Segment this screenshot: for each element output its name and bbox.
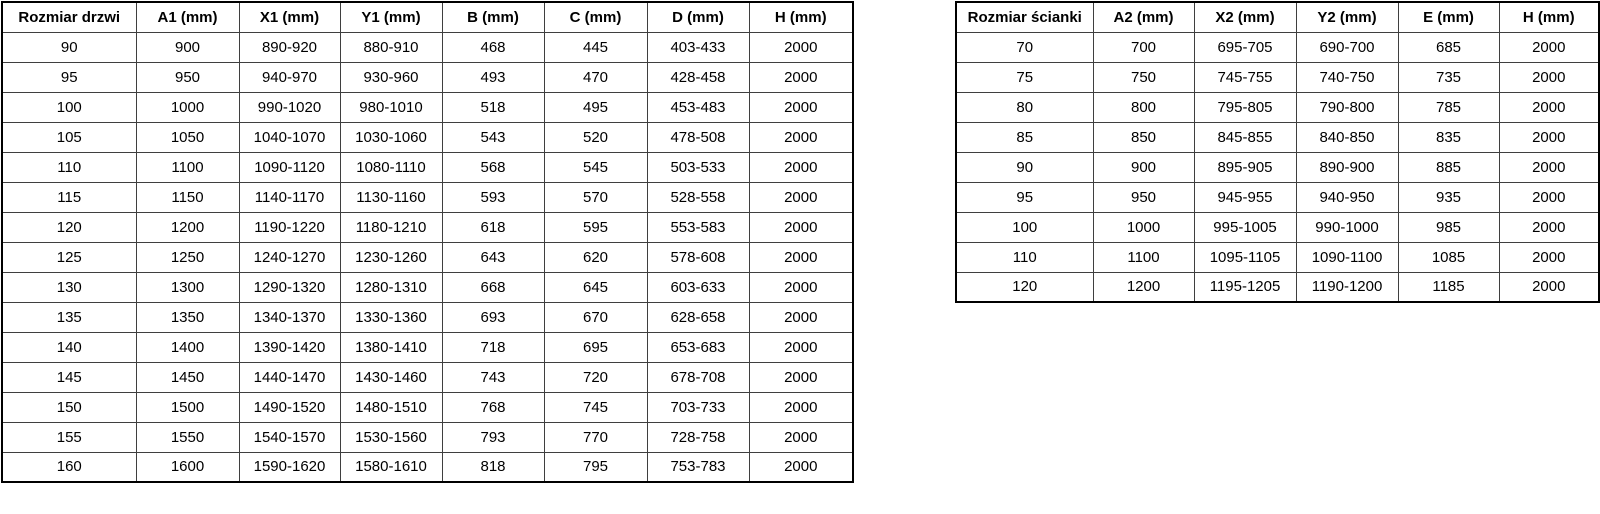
table-cell: 743	[442, 362, 544, 392]
table-cell: 2000	[749, 332, 853, 362]
table-cell: 1490-1520	[239, 392, 340, 422]
table-row	[2, 272, 853, 302]
table-cell: 160	[2, 452, 136, 482]
table-cell: 1240-1270	[239, 242, 340, 272]
table-row	[956, 212, 1599, 242]
table-cell: 1185	[1398, 272, 1499, 302]
table-cell: 1340-1370	[239, 302, 340, 332]
table-cell: 785	[1398, 92, 1499, 122]
column-header: Rozmiar ścianki	[956, 2, 1093, 32]
table-cell: 750	[1093, 62, 1194, 92]
table-cell: 2000	[749, 122, 853, 152]
table-cell: 1100	[136, 152, 239, 182]
table-cell: 645	[544, 272, 647, 302]
table-cell: 545	[544, 152, 647, 182]
column-header: H (mm)	[749, 2, 853, 32]
table-cell: 850	[1093, 122, 1194, 152]
table-cell: 795	[544, 452, 647, 482]
column-header: H (mm)	[1499, 2, 1599, 32]
table-cell: 695-705	[1194, 32, 1296, 62]
table-row	[2, 62, 853, 92]
table-cell: 793	[442, 422, 544, 452]
table-cell: 940-950	[1296, 182, 1398, 212]
table-cell: 800	[1093, 92, 1194, 122]
table-cell: 110	[2, 152, 136, 182]
table-cell: 845-855	[1194, 122, 1296, 152]
table-cell: 428-458	[647, 62, 749, 92]
table-cell: 770	[544, 422, 647, 452]
table-cell: 85	[956, 122, 1093, 152]
table-row	[2, 242, 853, 272]
table-cell: 2000	[749, 242, 853, 272]
table-row	[2, 152, 853, 182]
table-cell: 1190-1200	[1296, 272, 1398, 302]
table-cell: 2000	[749, 182, 853, 212]
table-cell: 628-658	[647, 302, 749, 332]
column-header: E (mm)	[1398, 2, 1499, 32]
table-cell: 155	[2, 422, 136, 452]
table-cell: 2000	[749, 362, 853, 392]
table-cell: 880-910	[340, 32, 442, 62]
table-cell: 568	[442, 152, 544, 182]
table-cell: 2000	[1499, 152, 1599, 182]
table-cell: 2000	[749, 32, 853, 62]
table-cell: 1550	[136, 422, 239, 452]
table-cell: 995-1005	[1194, 212, 1296, 242]
table-cell: 570	[544, 182, 647, 212]
table-cell: 1350	[136, 302, 239, 332]
table-cell: 493	[442, 62, 544, 92]
table-cell: 1150	[136, 182, 239, 212]
table-row	[2, 332, 853, 362]
table-cell: 403-433	[647, 32, 749, 62]
table-cell: 1095-1105	[1194, 242, 1296, 272]
table-cell: 1140-1170	[239, 182, 340, 212]
table-cell: 668	[442, 272, 544, 302]
table-cell: 795-805	[1194, 92, 1296, 122]
table-cell: 1200	[136, 212, 239, 242]
table-cell: 1390-1420	[239, 332, 340, 362]
table-cell: 593	[442, 182, 544, 212]
table-cell: 890-920	[239, 32, 340, 62]
table-cell: 553-583	[647, 212, 749, 242]
table-cell: 1040-1070	[239, 122, 340, 152]
table-cell: 520	[544, 122, 647, 152]
table-cell: 618	[442, 212, 544, 242]
table-cell: 2000	[749, 92, 853, 122]
table-row	[2, 452, 853, 482]
table-cell: 900	[1093, 152, 1194, 182]
table-cell: 110	[956, 242, 1093, 272]
column-header: Y1 (mm)	[340, 2, 442, 32]
column-header: X1 (mm)	[239, 2, 340, 32]
table-row	[956, 92, 1599, 122]
table-cell: 678-708	[647, 362, 749, 392]
table-cell: 990-1000	[1296, 212, 1398, 242]
table-cell: 890-900	[1296, 152, 1398, 182]
table-cell: 120	[2, 212, 136, 242]
table-cell: 930-960	[340, 62, 442, 92]
table-row	[956, 152, 1599, 182]
table-cell: 1180-1210	[340, 212, 442, 242]
table-cell: 1580-1610	[340, 452, 442, 482]
table-cell: 940-970	[239, 62, 340, 92]
table-cell: 2000	[1499, 242, 1599, 272]
table-cell: 2000	[1499, 32, 1599, 62]
table-cell: 470	[544, 62, 647, 92]
table-cell: 503-533	[647, 152, 749, 182]
table-cell: 2000	[749, 302, 853, 332]
table-cell: 1430-1460	[340, 362, 442, 392]
table-row	[956, 182, 1599, 212]
table-cell: 980-1010	[340, 92, 442, 122]
table-cell: 1400	[136, 332, 239, 362]
table-cell: 145	[2, 362, 136, 392]
table-cell: 935	[1398, 182, 1499, 212]
table-row	[2, 302, 853, 332]
table-cell: 990-1020	[239, 92, 340, 122]
table-cell: 790-800	[1296, 92, 1398, 122]
table-cell: 2000	[749, 152, 853, 182]
column-header: B (mm)	[442, 2, 544, 32]
table-cell: 685	[1398, 32, 1499, 62]
table-cell: 130	[2, 272, 136, 302]
table-cell: 2000	[749, 452, 853, 482]
table-cell: 950	[1093, 182, 1194, 212]
table-cell: 768	[442, 392, 544, 422]
table-cell: 478-508	[647, 122, 749, 152]
table-cell: 2000	[1499, 182, 1599, 212]
table-cell: 1250	[136, 242, 239, 272]
column-header: X2 (mm)	[1194, 2, 1296, 32]
table-cell: 1500	[136, 392, 239, 422]
table-cell: 2000	[1499, 92, 1599, 122]
table-cell: 2000	[1499, 212, 1599, 242]
table-cell: 468	[442, 32, 544, 62]
table-cell: 495	[544, 92, 647, 122]
table-cell: 70	[956, 32, 1093, 62]
table-cell: 80	[956, 92, 1093, 122]
table-cell: 1200	[1093, 272, 1194, 302]
table-row	[2, 362, 853, 392]
table-cell: 75	[956, 62, 1093, 92]
table-cell: 150	[2, 392, 136, 422]
table-cell: 745-755	[1194, 62, 1296, 92]
table-cell: 1440-1470	[239, 362, 340, 392]
column-header: Y2 (mm)	[1296, 2, 1398, 32]
table-cell: 728-758	[647, 422, 749, 452]
table-cell: 720	[544, 362, 647, 392]
table-cell: 2000	[749, 392, 853, 422]
table-cell: 2000	[1499, 62, 1599, 92]
table-row	[2, 212, 853, 242]
table-cell: 693	[442, 302, 544, 332]
table-cell: 528-558	[647, 182, 749, 212]
table-cell: 885	[1398, 152, 1499, 182]
table-cell: 1080-1110	[340, 152, 442, 182]
table-cell: 1540-1570	[239, 422, 340, 452]
table-cell: 895-905	[1194, 152, 1296, 182]
door-size-table	[1, 1, 854, 483]
table-row	[956, 32, 1599, 62]
table-row	[2, 422, 853, 452]
table-cell: 2000	[749, 212, 853, 242]
table-cell: 90	[956, 152, 1093, 182]
table-cell: 125	[2, 242, 136, 272]
table-cell: 1280-1310	[340, 272, 442, 302]
table-cell: 745	[544, 392, 647, 422]
table-row	[2, 92, 853, 122]
table-cell: 1000	[136, 92, 239, 122]
table-row	[956, 122, 1599, 152]
table-cell: 840-850	[1296, 122, 1398, 152]
table-row	[2, 392, 853, 422]
column-header: A1 (mm)	[136, 2, 239, 32]
table-row	[2, 32, 853, 62]
table-cell: 1480-1510	[340, 392, 442, 422]
table-cell: 95	[2, 62, 136, 92]
table-cell: 718	[442, 332, 544, 362]
table-cell: 643	[442, 242, 544, 272]
table-cell: 700	[1093, 32, 1194, 62]
table-cell: 140	[2, 332, 136, 362]
table-cell: 2000	[1499, 122, 1599, 152]
table-cell: 105	[2, 122, 136, 152]
column-header: A2 (mm)	[1093, 2, 1194, 32]
table-cell: 2000	[749, 62, 853, 92]
table-cell: 1090-1120	[239, 152, 340, 182]
table-cell: 670	[544, 302, 647, 332]
table-cell: 818	[442, 452, 544, 482]
table-cell: 2000	[1499, 272, 1599, 302]
table-row	[956, 62, 1599, 92]
wall-size-table	[955, 1, 1600, 303]
table-cell: 1100	[1093, 242, 1194, 272]
table-cell: 1600	[136, 452, 239, 482]
table-cell: 95	[956, 182, 1093, 212]
table-cell: 945-955	[1194, 182, 1296, 212]
table-cell: 1190-1220	[239, 212, 340, 242]
table-cell: 1450	[136, 362, 239, 392]
table-cell: 1050	[136, 122, 239, 152]
table-row	[2, 122, 853, 152]
table-cell: 1130-1160	[340, 182, 442, 212]
table-cell: 900	[136, 32, 239, 62]
table-cell: 120	[956, 272, 1093, 302]
header-row	[956, 2, 1599, 32]
column-header: D (mm)	[647, 2, 749, 32]
table-cell: 753-783	[647, 452, 749, 482]
table-cell: 690-700	[1296, 32, 1398, 62]
table-cell: 1000	[1093, 212, 1194, 242]
table-cell: 445	[544, 32, 647, 62]
table-cell: 135	[2, 302, 136, 332]
table-cell: 518	[442, 92, 544, 122]
table-cell: 595	[544, 212, 647, 242]
table-cell: 1380-1410	[340, 332, 442, 362]
table-cell: 835	[1398, 122, 1499, 152]
table-cell: 1085	[1398, 242, 1499, 272]
table-cell: 1090-1100	[1296, 242, 1398, 272]
table-cell: 2000	[749, 272, 853, 302]
table-cell: 453-483	[647, 92, 749, 122]
table-cell: 1590-1620	[239, 452, 340, 482]
column-header: C (mm)	[544, 2, 647, 32]
table-cell: 90	[2, 32, 136, 62]
table-cell: 1030-1060	[340, 122, 442, 152]
column-header: Rozmiar drzwi	[2, 2, 136, 32]
table-row	[956, 272, 1599, 302]
table-cell: 100	[2, 92, 136, 122]
table-row	[2, 182, 853, 212]
table-cell: 1300	[136, 272, 239, 302]
table-cell: 1290-1320	[239, 272, 340, 302]
table-cell: 740-750	[1296, 62, 1398, 92]
table-cell: 543	[442, 122, 544, 152]
table-cell: 620	[544, 242, 647, 272]
table-cell: 1530-1560	[340, 422, 442, 452]
header-row	[2, 2, 853, 32]
table-cell: 985	[1398, 212, 1499, 242]
table-cell: 578-608	[647, 242, 749, 272]
table-cell: 115	[2, 182, 136, 212]
table-cell: 1330-1360	[340, 302, 442, 332]
table-cell: 950	[136, 62, 239, 92]
table-cell: 703-733	[647, 392, 749, 422]
table-cell: 603-633	[647, 272, 749, 302]
table-row	[956, 242, 1599, 272]
table-cell: 735	[1398, 62, 1499, 92]
table-cell: 695	[544, 332, 647, 362]
table-cell: 100	[956, 212, 1093, 242]
table-cell: 2000	[749, 422, 853, 452]
table-cell: 653-683	[647, 332, 749, 362]
table-cell: 1195-1205	[1194, 272, 1296, 302]
table-cell: 1230-1260	[340, 242, 442, 272]
